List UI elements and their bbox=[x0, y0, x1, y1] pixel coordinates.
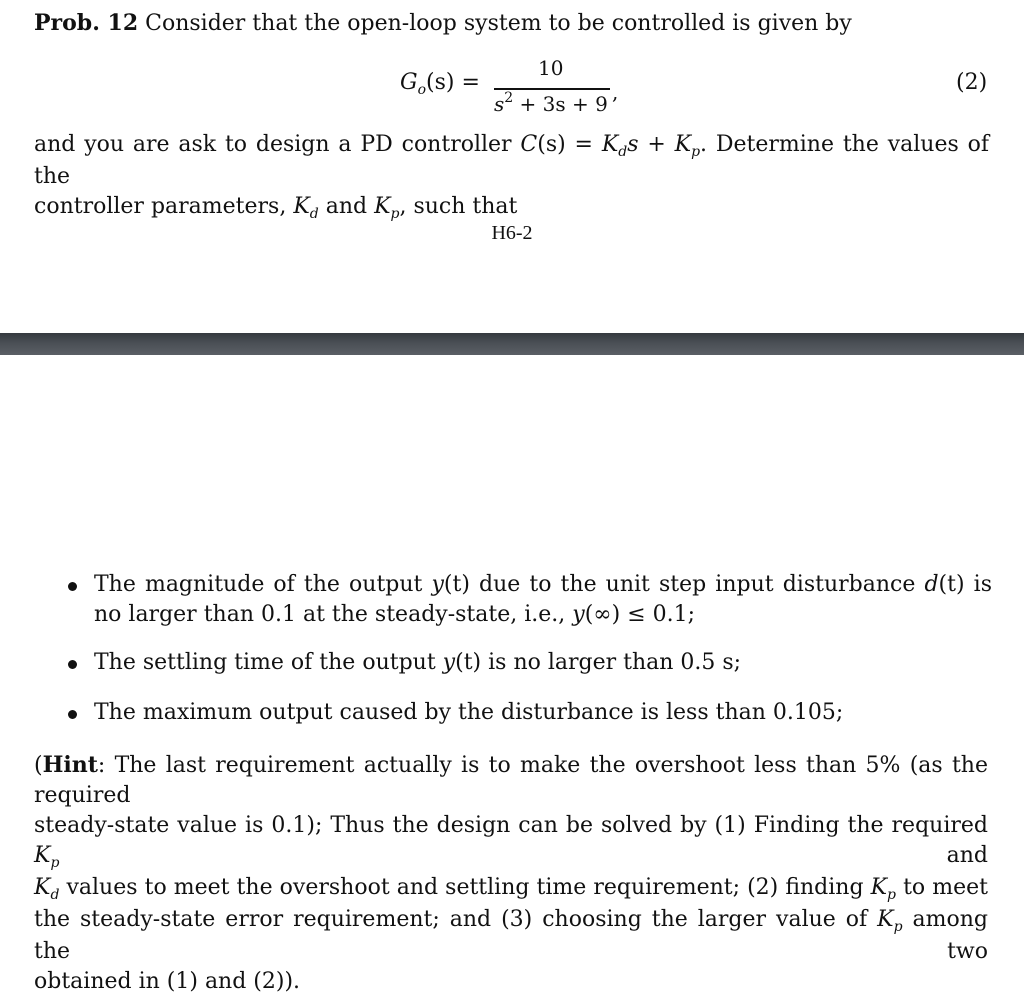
problem-label: Prob. 12 bbox=[34, 10, 139, 36]
hint-line-1: (Hint: The last requirement actually is to make the overshoot less than 5% (as the required bbox=[34, 752, 988, 808]
equation-comma: , bbox=[612, 80, 619, 104]
requirement-max-output: The maximum output caused by the disturbance is less than 0.105; bbox=[62, 698, 992, 728]
bullet-icon bbox=[68, 660, 77, 669]
design-line-1: and you are ask to design a PD controller $C(s) = K_ds + K_p$. Determine the values of the bbox=[34, 132, 989, 189]
hint-line-2: steady-state value is 0.1); Thus the design can be solved by (1) Finding the required $K_p$ and bbox=[34, 813, 988, 871]
hint-line-3: $K_d$ values to meet the overshoot and settling time requirement; (2) finding $K_p$ to meet bbox=[34, 875, 988, 903]
page-separator-bar bbox=[0, 333, 1024, 355]
page-marker: H6-2 bbox=[491, 222, 533, 244]
equation-numerator: 10 bbox=[538, 56, 564, 80]
design-line-2: controller parameters, $K_d$ and $K_p$, such that bbox=[34, 194, 518, 222]
hint-line-4: the steady-state error requirement; and (3) choosing the larger value of $K_p$ among the two bbox=[34, 907, 988, 964]
equation-number: (2) bbox=[956, 70, 988, 95]
hint-label: Hint bbox=[42, 752, 98, 778]
requirement-steady-state: The magnitude of the output y(t) due to the unit step input disturbance d(t) is no larger than 0.1 at the steady-state, i.e., y(∞) ≤ 0.1; bbox=[62, 570, 992, 630]
hint-line-5: obtained in (1) and (2)). bbox=[34, 969, 301, 994]
bullet-icon bbox=[68, 710, 77, 719]
equation-denominator: $s^2 + 3s + 9$ bbox=[494, 90, 608, 116]
equation-lhs: $G_o(s)$ = bbox=[400, 70, 480, 98]
bullet-icon bbox=[68, 582, 77, 591]
problem-intro-text: Consider that the open-loop system to be controlled is given by bbox=[145, 11, 852, 36]
requirement-settling-time: The settling time of the output y(t) is no larger than 0.5 s; bbox=[62, 648, 992, 678]
hint-paragraph bbox=[34, 750, 988, 997]
transfer-function-equation bbox=[0, 52, 1024, 122]
problem-intro bbox=[34, 8, 994, 39]
requirements-list bbox=[62, 570, 992, 728]
design-paragraph bbox=[34, 130, 989, 224]
